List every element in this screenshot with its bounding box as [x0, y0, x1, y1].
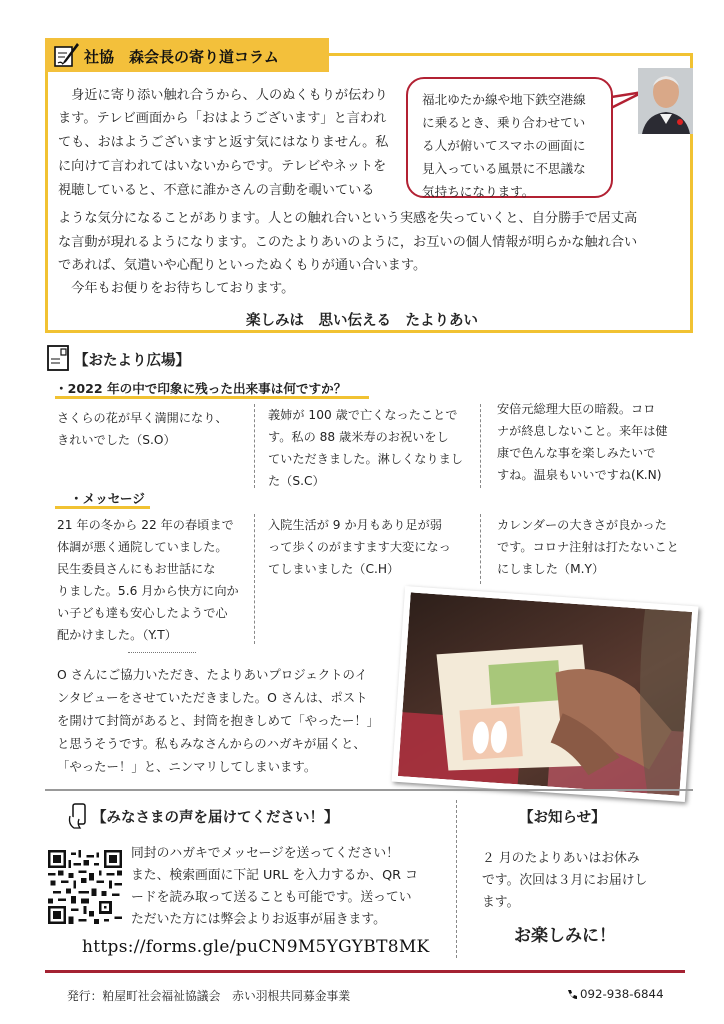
message-line: です。コロナ注射は打たないこと: [497, 540, 679, 554]
answer-line: さくらの花が早く満開になり、: [57, 411, 228, 425]
answer-card: [497, 398, 668, 486]
divider: [254, 514, 255, 644]
message-card: [57, 514, 239, 646]
chairman-portrait: [638, 68, 693, 134]
notice-line: です。次回は３月にお届けし: [482, 873, 648, 888]
story-line: を開けて封筒があると、封筒を抱きしめて「やったー！」: [57, 713, 380, 728]
answer-card: [57, 407, 228, 451]
column-text-line: 今年もお便りをお待ちしております。: [58, 281, 295, 296]
divider: [456, 800, 457, 958]
answer-line: 安倍元総理大臣の暗殺。コロ: [497, 402, 656, 416]
section-title-hiroba: 【おたより広場】: [74, 353, 190, 369]
column-text-line: ます。テレビ画面から「おはようございます」と言われ: [58, 111, 387, 126]
answer-line: すね。温泉もいいですね(K.N): [497, 468, 662, 482]
column-text-line: に向けて言われてはいないからです。テレビやネットを: [58, 159, 387, 174]
message-card: [268, 514, 451, 580]
divider: [480, 514, 481, 584]
message-line: 21 年の冬から 22 年の春頃まで: [57, 518, 234, 532]
message-line: てしまいました（C.H）: [268, 562, 400, 576]
column-text-line: であれば、気遣いや心配りといったぬくもりが通い合います。: [58, 258, 427, 273]
notice-line: ２ 月のたよりあいはお休み: [482, 851, 640, 866]
answer-line: きれいでした（S.O）: [57, 433, 176, 447]
answer-line: 康で色んな事を楽しみたいで: [497, 446, 656, 460]
voice-instructions: [131, 843, 418, 931]
message-underline: [55, 506, 150, 509]
pen-writing-icon: [52, 41, 80, 69]
question-underline: [55, 396, 369, 399]
footer-rule: [45, 970, 685, 973]
question-heading: ・2022 年の中で印象に残った出来事は何ですか？: [55, 381, 347, 396]
answer-line: ていただきました。淋しくなりまし: [268, 452, 463, 466]
voice-line: また、検索画面に下記 URL を入力するか、QR コ: [131, 868, 418, 883]
bubble-line: る人が俯いてスマホの画面に: [422, 138, 586, 153]
column-text-line: ても、おはようございますと返す気にはなりません。私: [58, 135, 389, 150]
answer-line: す。私の 88 歳米寿のお祝いをし: [268, 430, 449, 444]
story-line: ンタビューをさせていただきました。O さんは、ポスト: [57, 690, 368, 705]
publisher-text: 発行：粕屋町社会福祉協議会 赤い羽根共同募金事業: [67, 989, 351, 1003]
story-line: 「やったー！」と、ニンマリしてしまいます。: [57, 759, 317, 774]
column-text-line: ような気分になることがあります。人との触れ合いという実感を失っていくと、自分勝手で居丈高: [58, 211, 638, 226]
column-text-line: 視聴していると、不意に誰かさんの言動を覗いている: [58, 183, 375, 198]
story-line: O さんにご協力いただき、たよりあいプロジェクトのイ: [57, 667, 368, 682]
section-title-notice: 【お知らせ】: [519, 810, 606, 826]
story-paragraph: [57, 663, 379, 778]
story-line: と思うそうです。私もみなさんからのハガキが届くと、: [57, 736, 366, 751]
divider: [254, 404, 255, 488]
message-line: 民生委員さんにもお世話にな: [57, 562, 216, 576]
divider: [480, 404, 481, 488]
dotted-separator: [128, 652, 196, 653]
postcard-icon: [47, 345, 69, 371]
notice-line: ます。: [482, 895, 520, 910]
bubble-line: 見入っている風景に不思議な: [422, 161, 586, 176]
message-line: カレンダーの大きさが良かった: [497, 518, 667, 532]
column-motto: 楽しみは 思い伝える たよりあい: [246, 313, 478, 329]
qr-code[interactable]: [48, 850, 122, 924]
answer-line: ナが終息しないこと。来年は健: [497, 424, 668, 438]
voice-line: ただいた方には弊会よりお返事が届きます。: [131, 912, 386, 927]
bubble-line: に乗るとき、乗り合わせてい: [422, 115, 586, 130]
message-line: にしました（M.Y）: [497, 562, 605, 576]
column-text-line: 身近に寄り添い触れ合うから、人のぬくもりが伝わり: [58, 88, 388, 103]
section-title-voice: 【みなさまの声を届けてください！】: [92, 810, 339, 826]
speech-bubble: [406, 77, 613, 198]
message-line: りました。5.6 月から快方に向か: [57, 584, 239, 598]
message-line: 配かけました。（Y.T）: [57, 628, 177, 642]
answer-line: た（S.C）: [268, 474, 325, 488]
message-card: [497, 514, 679, 580]
notice-closing: お楽しみに！: [514, 926, 616, 946]
photo-hands-holding-newsletter: [392, 586, 699, 802]
section-divider: [45, 789, 693, 791]
hand-smartphone-icon: [67, 802, 89, 830]
notice-text: [482, 848, 647, 914]
voice-line: 同封のハガキでメッセージを送ってください！: [131, 846, 399, 861]
form-url-link[interactable]: https://forms.gle/puCN9M5YGYBT8MK: [82, 937, 430, 957]
answer-line: 義姉が 100 歳で亡くなったことで: [268, 408, 458, 422]
column-title: 社協 森会長の寄り道コラム: [84, 48, 279, 66]
message-heading: ・メッセージ: [70, 491, 145, 506]
message-line: って歩くのがますます大変になっ: [268, 540, 451, 554]
message-line: 体調が悪く通院していました。: [57, 540, 228, 554]
answer-card: [268, 404, 463, 492]
phone-number[interactable]: 092-938-6844: [580, 987, 664, 1001]
bubble-line: 福北ゆたか線や地下鉄空港線: [422, 92, 586, 107]
bubble-line: 気持ちになります。: [422, 184, 535, 199]
message-line: 入院生活が 9 か月もあり足が弱: [268, 518, 442, 532]
voice-line: ードを読み取って送ることも可能です。送ってい: [131, 890, 412, 905]
telephone-icon: [566, 989, 578, 1001]
message-line: い子ども達も安心したようで心: [57, 606, 228, 620]
column-text-line: な言動が現れるようになります。このたよりあいのように，お互いの個人情報が明らかな触れ合い: [58, 235, 638, 250]
